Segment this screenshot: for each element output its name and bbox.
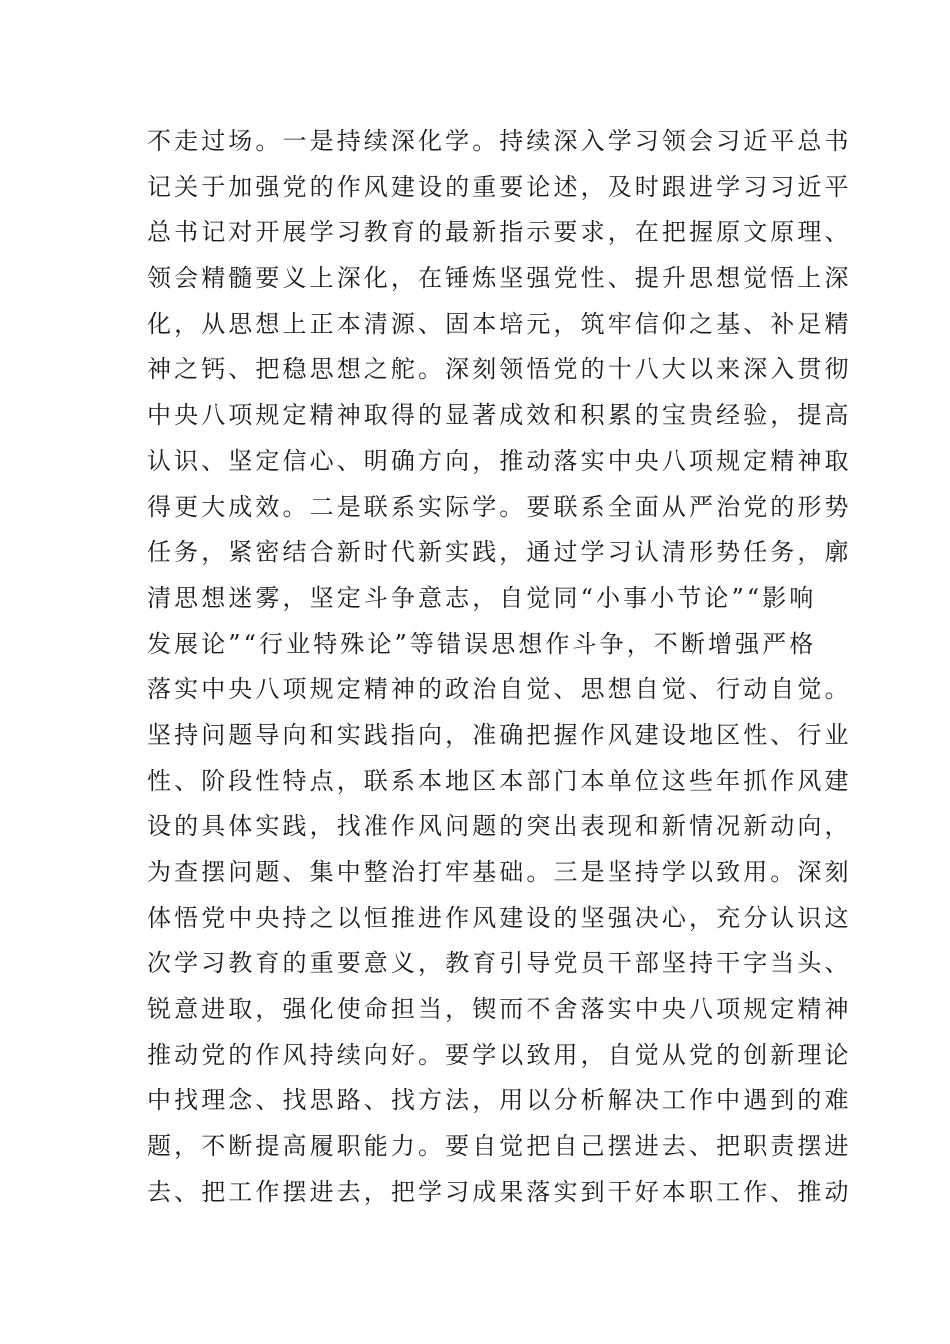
text-line: 中央八项规定精神取得的显著成效和积累的宝贵经验，提高 [147,401,852,430]
text-line: 发展论”“行业特殊论”等错误思想作斗争，不断增强严格 [147,629,817,658]
text-line: 中找理念、找思路、找方法，用以分析解决工作中遇到的难 [147,1086,852,1115]
text-line: 不走过场。一是持续深化学。持续深入学习领会习近平总书 [147,127,852,155]
text-line: 得更大成效。二是联系实际学。要联系全面从严治党的形势 [147,492,852,521]
text-line: 记关于加强党的作风建设的重要论述，及时跟进学习习近平 [147,172,852,201]
text-line: 推动党的作风持续向好。要学以致用，自觉从党的创新理论 [147,1040,852,1069]
text-line: 化，从思想上正本清源、固本培元，筑牢信仰之基、补足精 [147,309,852,338]
text-line: 神之钙、把稳思想之舵。深刻领悟党的十八大以来深入贯彻 [147,355,852,384]
text-line: 落实中央八项规定精神的政治自觉、思想自觉、行动自觉。 [147,675,852,704]
text-line: 去、把工作摆进去，把学习成果落实到干好本职工作、推动 [147,1177,852,1206]
text-line: 设的具体实践，找准作风问题的突出表现和新情况新动向， [147,812,852,841]
text-line: 任务，紧密结合新时代新实践，通过学习认清形势任务，廓 [147,538,852,567]
text-line: 性、阶段性特点，联系本地区本部门本单位这些年抓作风建 [147,766,852,795]
text-line: 领会精髓要义上深化，在锤炼坚强党性、提升思想觉悟上深 [147,264,852,293]
text-line: 题，不断提高履职能力。要自觉把自己摆进去、把职责摆进 [147,1132,852,1161]
body-paragraph [147,119,852,1216]
text-line: 锐意进取，强化使命担当，锲而不舍落实中央八项规定精神 [147,995,852,1024]
text-line: 总书记对开展学习教育的最新指示要求，在把握原文原理、 [147,218,852,247]
text-line: 为查摆问题、集中整治打牢基础。三是坚持学以致用。深刻 [147,858,852,886]
text-line: 认识、坚定信心、明确方向，推动落实中央八项规定精神取 [147,446,852,475]
text-line: 清思想迷雾，坚定斗争意志，自觉同“小事小节论”“影响 [147,583,817,612]
text-line: 体悟党中央持之以恒推进作风建设的坚强决心，充分认识这 [147,903,852,932]
text-line: 次学习教育的重要意义，教育引导党员干部坚持干字当头、 [147,949,852,978]
text-line: 坚持问题导向和实践指向，准确把握作风建设地区性、行业 [147,720,852,749]
